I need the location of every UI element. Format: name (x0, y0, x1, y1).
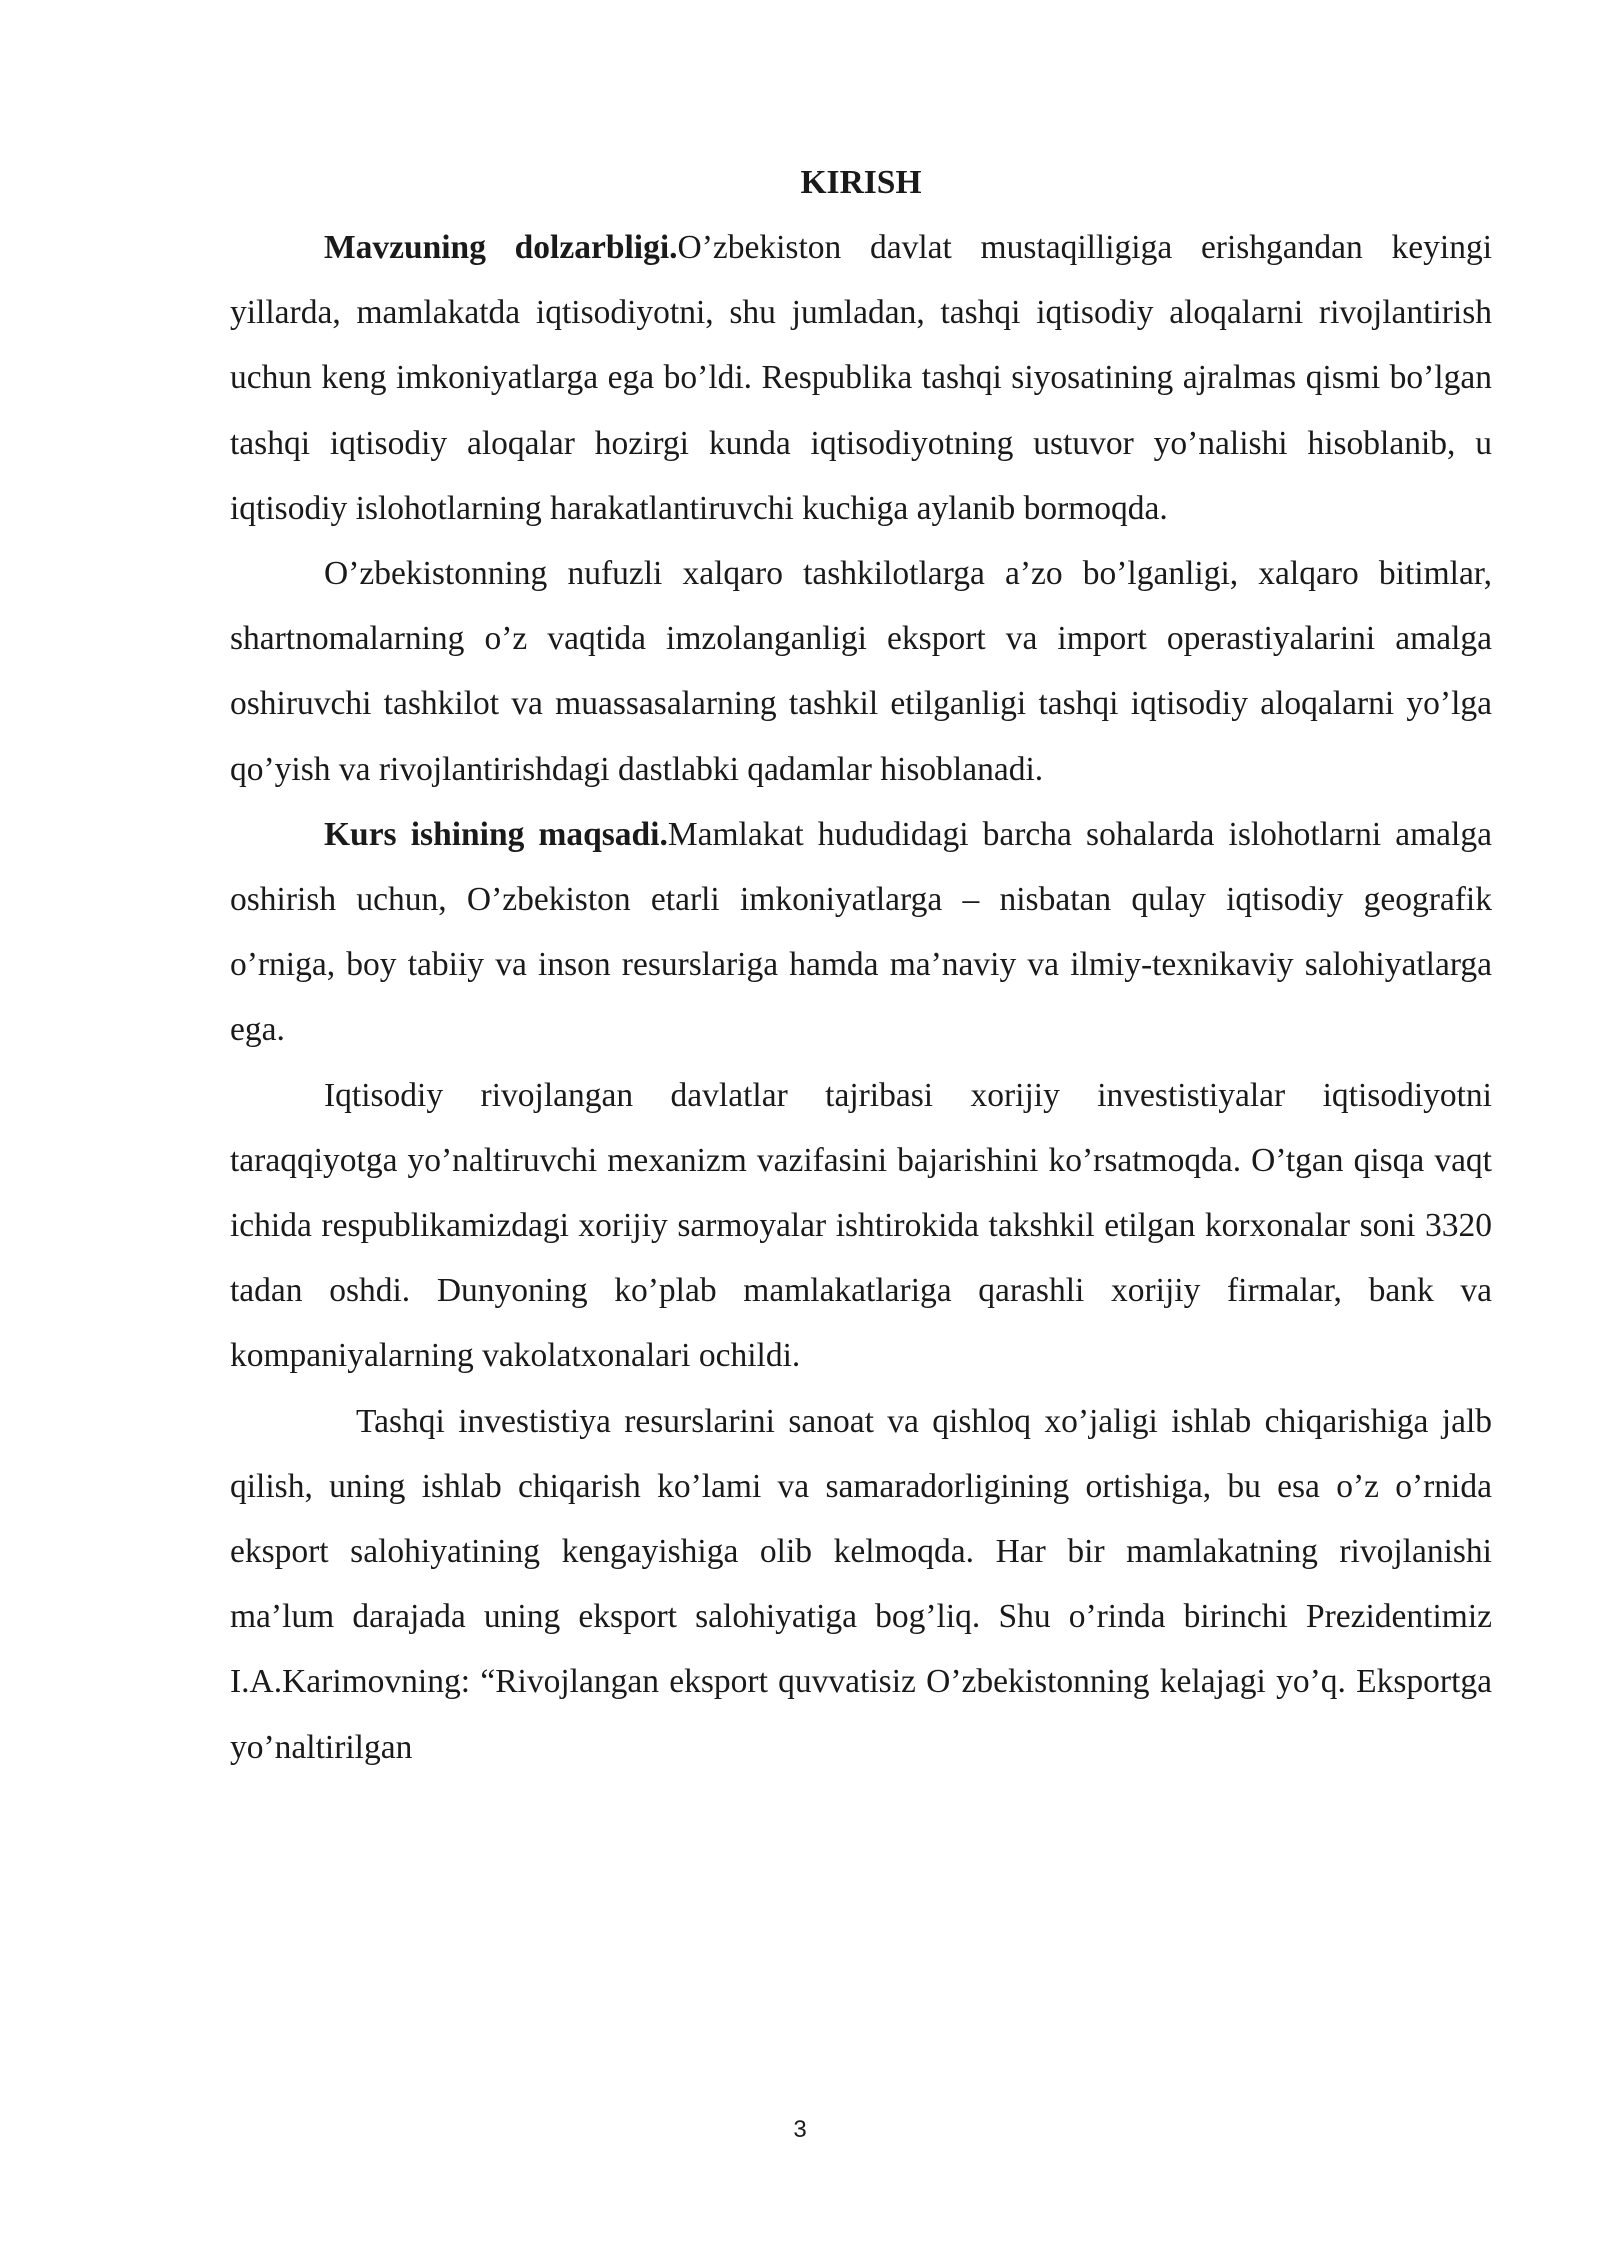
paragraph-relevance (230, 215, 1492, 541)
page-title: KIRISH (800, 164, 922, 201)
paragraph-export (230, 1389, 1492, 1780)
page-number: 3 (793, 2116, 807, 2143)
page-body (230, 150, 1492, 1780)
paragraph-investment (230, 1063, 1492, 1389)
paragraph-lead-objective: Kurs ishining maqsadi. (324, 815, 668, 853)
paragraph-text: Tashqi investistiya resurslarini sanoat va qishloq xo’jaligi ishlab chiqarishiga jalb qilish, uning ishlab chiqarish ko’lami va samaradorligining ortishiga, bu esa o’z o’rnida eksport salohiyatining kengayishiga olib kelmoqda. Har bir mamlakatning rivojlanishi ma’lum darajada uning eksport salohiyatiga bog’liq. Shu o’rinda birinchi Prezidentimiz I.A.Karimovning: “Rivojlangan eksport quvvatisiz O’zbekistonning kelajagi yo’q. Eksportga yo’naltirilgan (230, 1402, 1492, 1766)
paragraph-membership (230, 541, 1492, 802)
paragraph-objective (230, 802, 1492, 1063)
paragraph-text: O’zbekiston davlat mustaqilligiga erishgandan keyingi yillarda, mamlakatda iqtisodiyotni, shu jumladan, tashqi iqtisodiy aloqalarni rivojlantirish uchun keng imkoniyatlarga ega bo’ldi. Respublika tashqi siyosatining ajralmas qismi bo’lgan tashqi iqtisodiy aloqalar hozirgi kunda iqtisodiyotning ustuvor yo’nalishi hisoblanib, u iqtisodiy islohotlarning harakatlantiruvchi kuchiga aylanib bormoqda. (230, 229, 1492, 527)
paragraph-text: O’zbekistonning nufuzli xalqaro tashkilotlarga a’zo bo’lganligi, xalqaro bitimlar, shartnomalarning o’z vaqtida imzolanganligi eksport va import operastiyalarini amalga oshiruvchi tashkilot va muassasalarning tashkil etilganligi tashqi iqtisodiy aloqalarni yo’lga qo’yish va rivojlantirishdagi dastlabki qadamlar hisoblanadi. (230, 555, 1492, 788)
paragraph-text: Iqtisodiy rivojlangan davlatlar tajribasi xorijiy investistiyalar iqtisodiyotni taraqqiyotga yo’naltiruvchi mexanizm vazifasini bajarishini ko’rsatmoqda. O’tgan qisqa vaqt ichida respublikamizdagi xorijiy sarmoyalar ishtirokida takshkil etilgan korxonalar soni 3320 tadan oshdi. Dunyoning ko’plab mamlakatlariga qarashli xorijiy firmalar, bank va kompaniyalarning vakolatxonalari ochildi. (230, 1076, 1492, 1375)
paragraph-lead-relevance: Mavzuning dolzarbligi. (324, 229, 678, 266)
paragraph-text: Mamlakat hududidagi barcha sohalarda islohotlarni amalga oshirish uchun, O’zbekiston etarli imkoniyatlarga – nisbatan qulay iqtisodiy geografik o’rniga, boy tabiiy va inson resurslariga hamda ma’naviy va ilmiy-texnikaviy salohiyatlarga ega. (230, 815, 1492, 1049)
